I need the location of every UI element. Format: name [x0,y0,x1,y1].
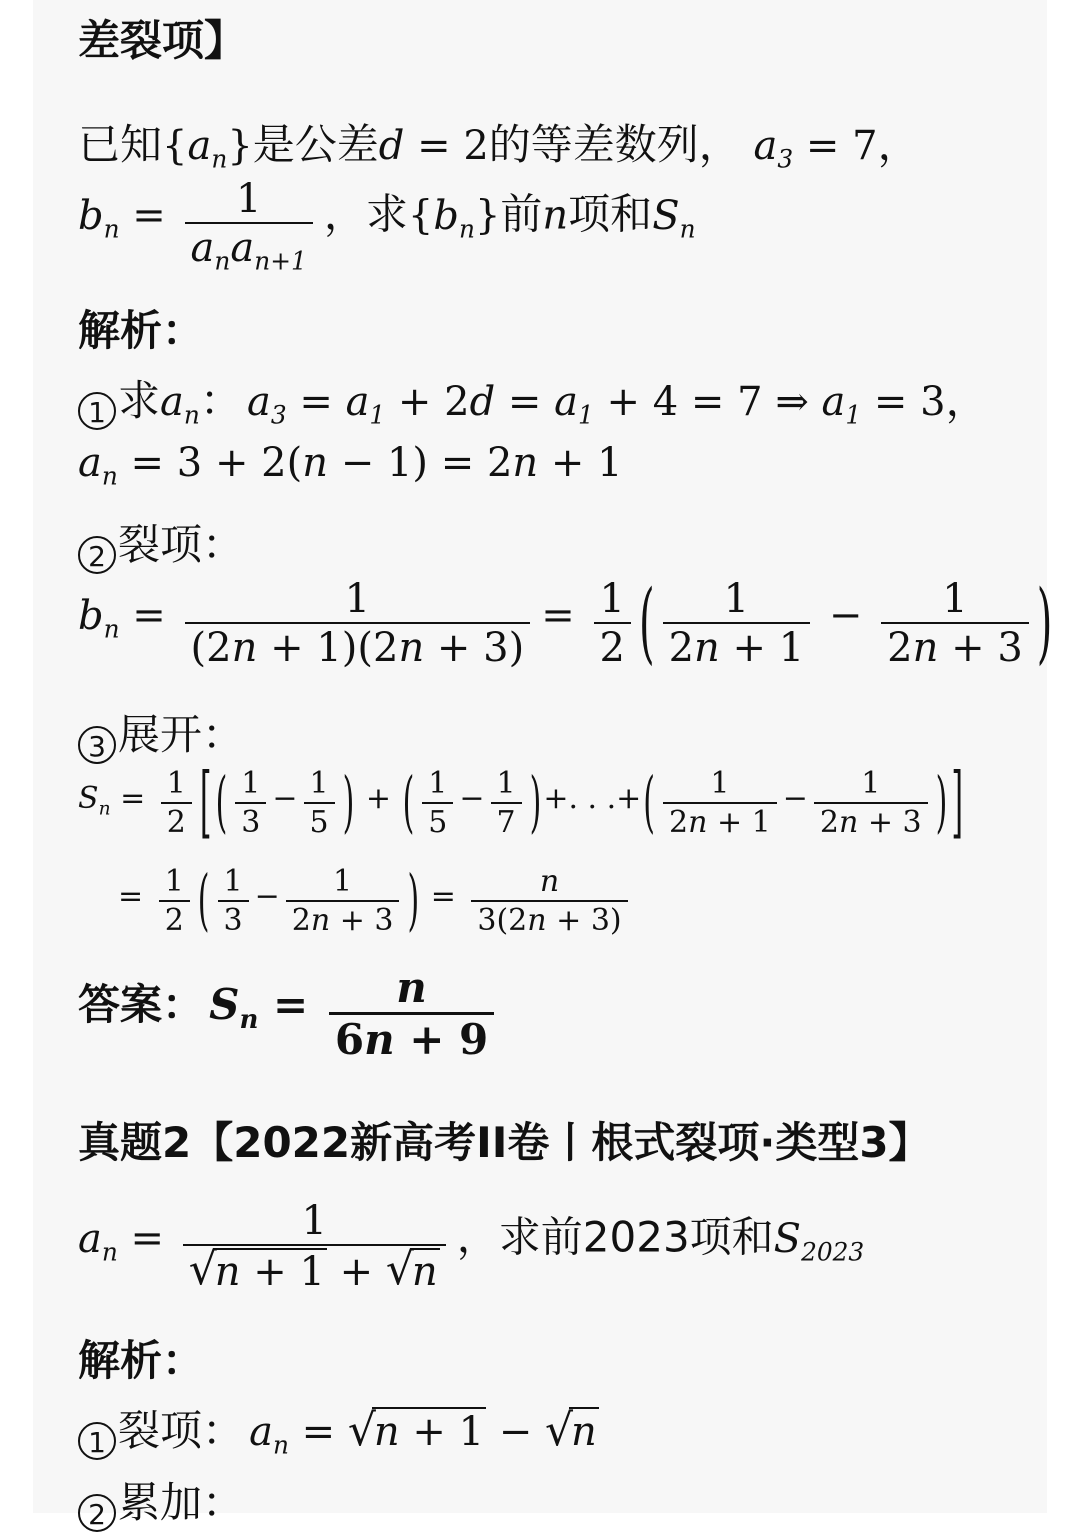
step2-number: 2 [78,536,116,574]
problem1-text-b: 是公差 [252,120,379,169]
problem1-text-c: 的等差数列， [488,120,741,169]
problem1-line2: $b_n$ = $\frac{1}{a_na_{n+1}}$ ，求$\{b_n\}$前n项和$S_n$ [78,176,696,276]
problem2-statement: $a_n$ = 1 √ n + 1 + √ n ，求前2023项和$S_{2023}$ [78,1198,865,1295]
analysis-heading: 解析： [78,306,205,355]
step2-line [78,512,244,574]
bn-split-formula: $b_n$ = $\frac{1}{(2n + 1)(2n + 3)}$ = $\frac{1}{2}$ ( $\frac{1}{2n + 1}$ − $\frac{1}{2n + 3}$ ) [78,573,1053,675]
problem1-text-f: 项和 [568,189,653,239]
problem1-text: 已知 [78,120,163,169]
step3-line [78,702,244,764]
step1-colon: ： [199,376,242,425]
an-formula: $a_n = 3 + 2(n - 1) = 2n + 1$ [78,440,623,491]
bn-definition-fraction: $\frac{1}{a_na_{n+1}}$ [185,178,313,270]
problem2-step1-number: 1 [78,1422,116,1460]
sn-expansion: $S_n$ = $\frac{1}{2}$ [ ( $\frac{1}{3}$ − $\frac{1}{5}$ ) + ( $\frac{1}{5}$ − $\frac{1}{7}$ )+. . .+( $\frac{1}{2n + 1}$ − $\frac{1}{2n + 3}$ ) ] [78,757,964,849]
problem2-title: 真题2【2022新高考II卷丨根式裂项·类型3】 [78,1118,931,1167]
step3-number: 3 [78,726,116,764]
section-title-tail: 差裂项】 [78,16,247,65]
step1-number: 1 [78,392,116,430]
problem2-step2-number: 2 [78,1494,116,1532]
sn-simplified: = $\frac{1}{2}$ ( $\frac{1}{3}$ − $\frac{1}{2n + 3}$ ) = $\frac{n}{3(2n + 3)}$ [118,866,634,937]
problem2-step2-line [78,1470,244,1532]
step3-label: 展开： [118,710,245,759]
problem2-analysis-heading: 解析： [78,1336,205,1385]
problem2-step2-label: 累加： [118,1478,245,1527]
problem1-text-e: 前 [500,189,543,239]
answer-label: 答案： [78,980,205,1030]
step1-label: 求 [118,376,161,425]
problem1-line1: 已知$\{a_n\}$是公差d = 2的等差数列， $a_3 = 7$， [78,120,920,174]
problem2-step1-label: 裂项： [118,1406,245,1455]
step1-line: 1 求$a_n$： $a_3 = a_1 + 2d = a_1 + 4 = 7$ ⇒ $a_1 = 3$， [78,368,988,430]
answer-line: 答案： $S_n$ = $\frac{n}{6n + 9}$ [78,966,500,1063]
step2-label: 裂项： [118,520,245,569]
problem1-text-d: ，求 [323,189,408,239]
problem2-step1-line: 1 裂项： $a_n$ = √ n + 1 − √ n [78,1398,599,1460]
problem2-text: ，求前2023项和 [456,1212,774,1262]
